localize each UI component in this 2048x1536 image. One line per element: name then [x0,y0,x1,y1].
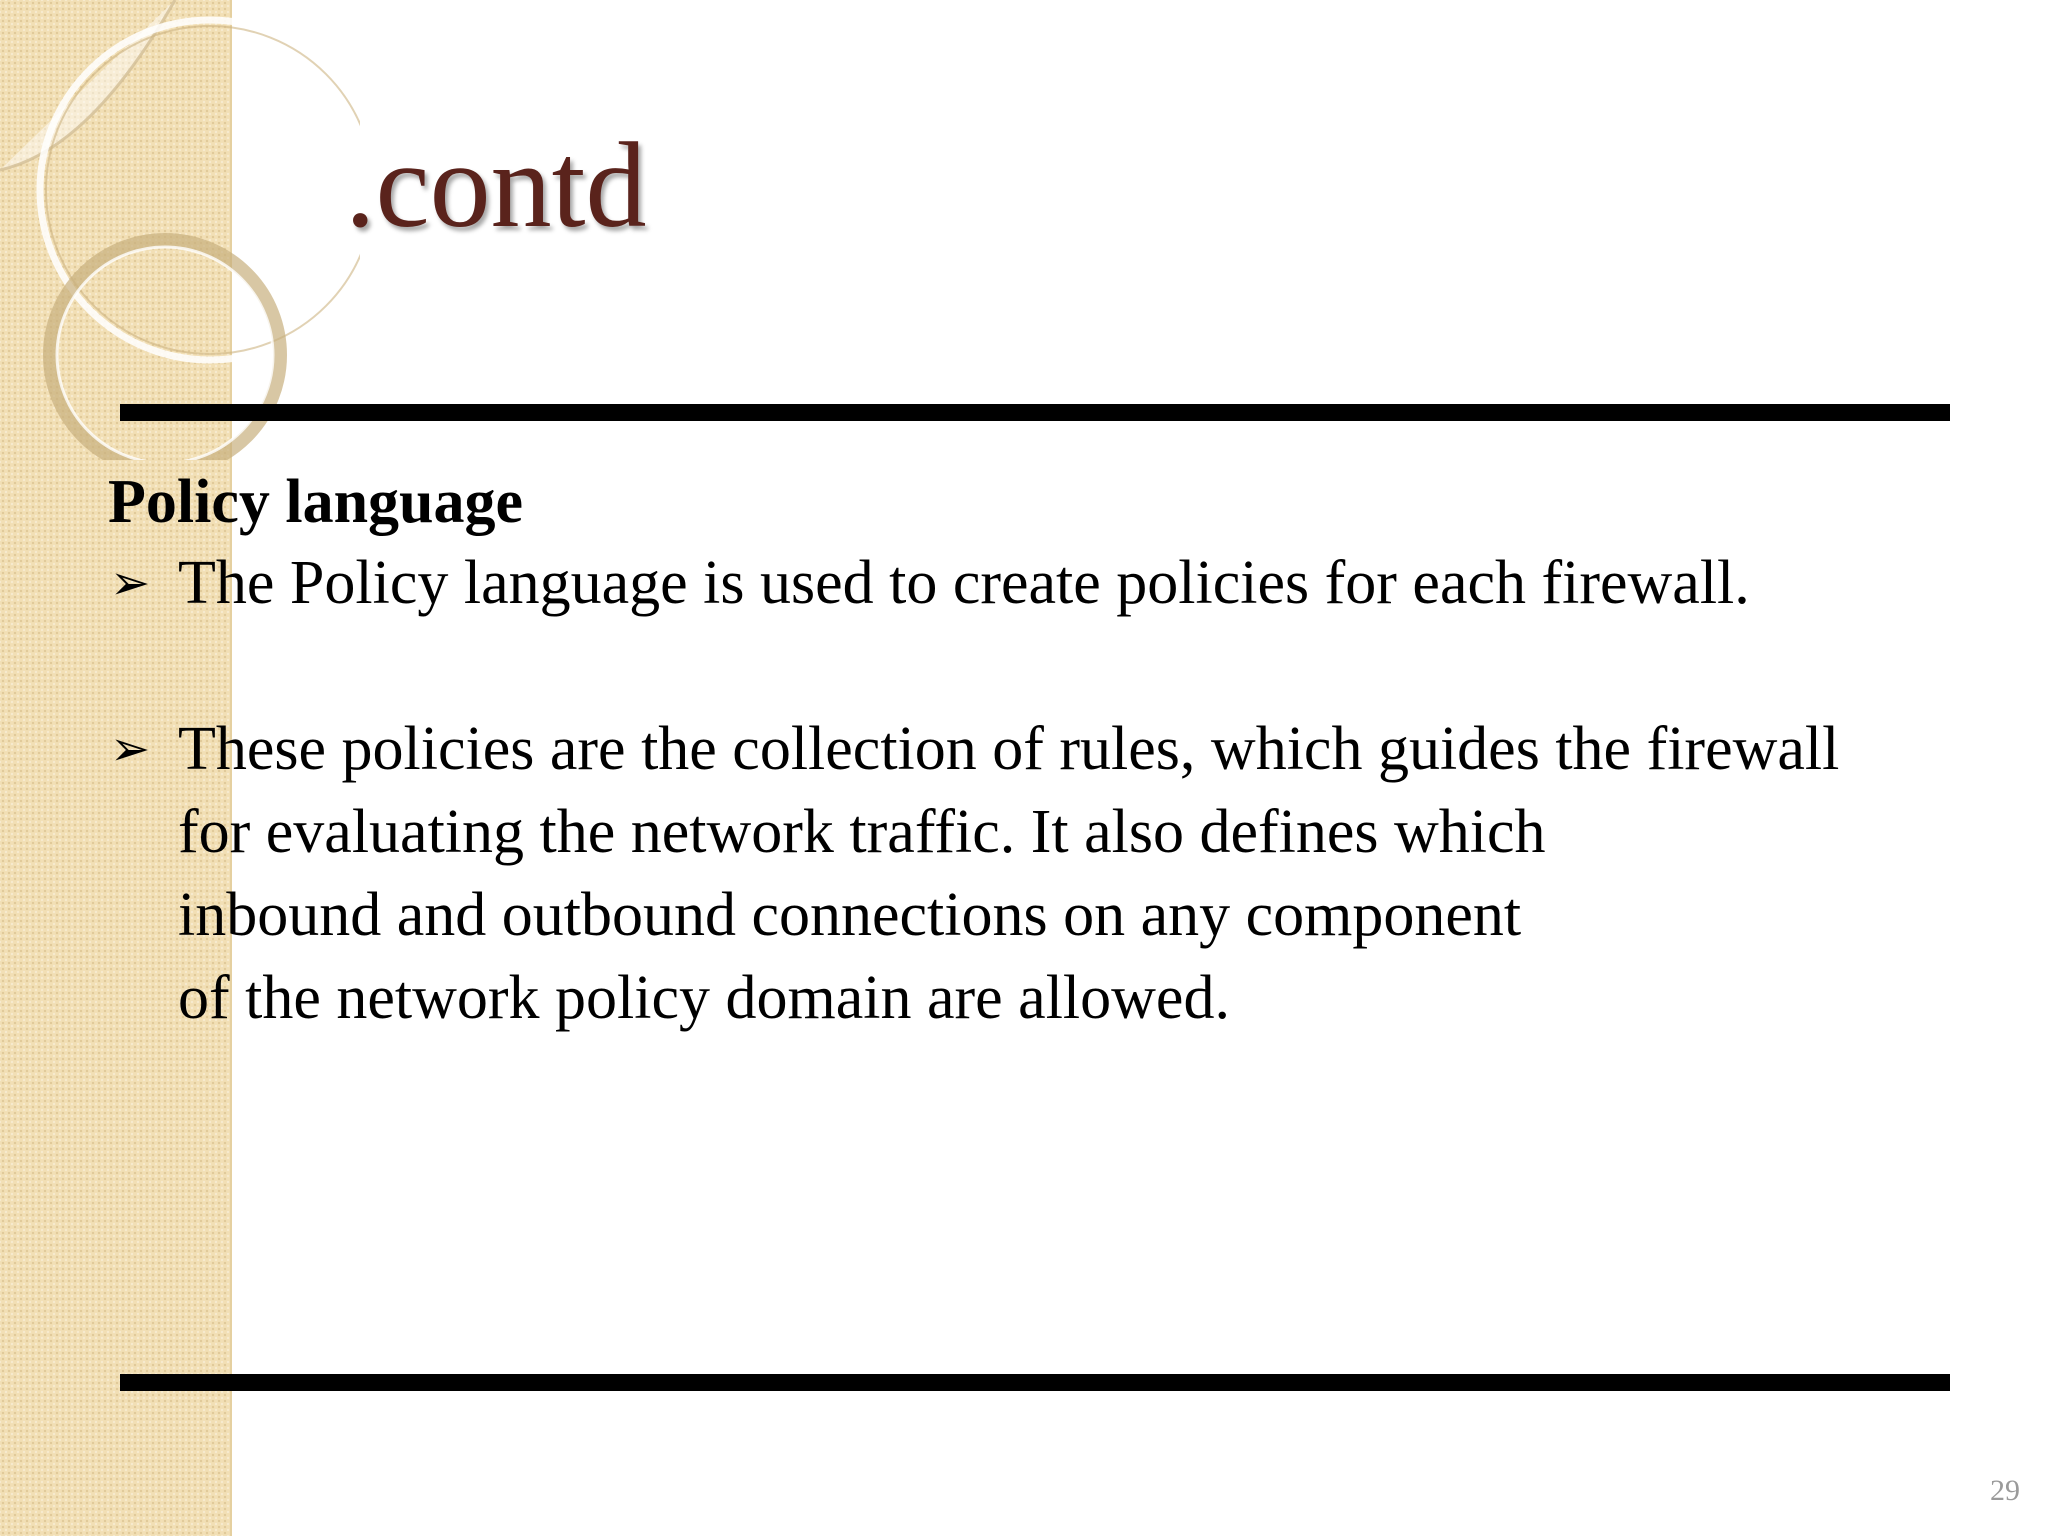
slide-title: .contd [345,118,647,253]
bullet-text-line: inbound and outbound connections on any component [178,881,1522,949]
top-divider [120,404,1950,421]
arrow-bullet-icon: ➢ [110,721,151,777]
bullet-text-line: for evaluating the network traffic. It also defines which [178,798,1546,866]
bullet-text-line: These policies are the collection of rules, which guides the firewall [178,715,1840,783]
arrow-bullet-icon: ➢ [110,555,151,611]
decorative-rings [0,0,360,460]
page-number: 29 [1990,1474,2020,1507]
bullet-item [108,708,2043,1040]
bottom-divider [120,1374,1950,1391]
bullet-text-line: The Policy language is used to create policies for each firewall. [178,549,1750,617]
bullet-item [108,542,2043,625]
section-heading: Policy language [108,468,524,536]
slide-body [108,462,2043,1040]
bullet-text-line: of the network policy domain are allowed. [178,964,1230,1032]
